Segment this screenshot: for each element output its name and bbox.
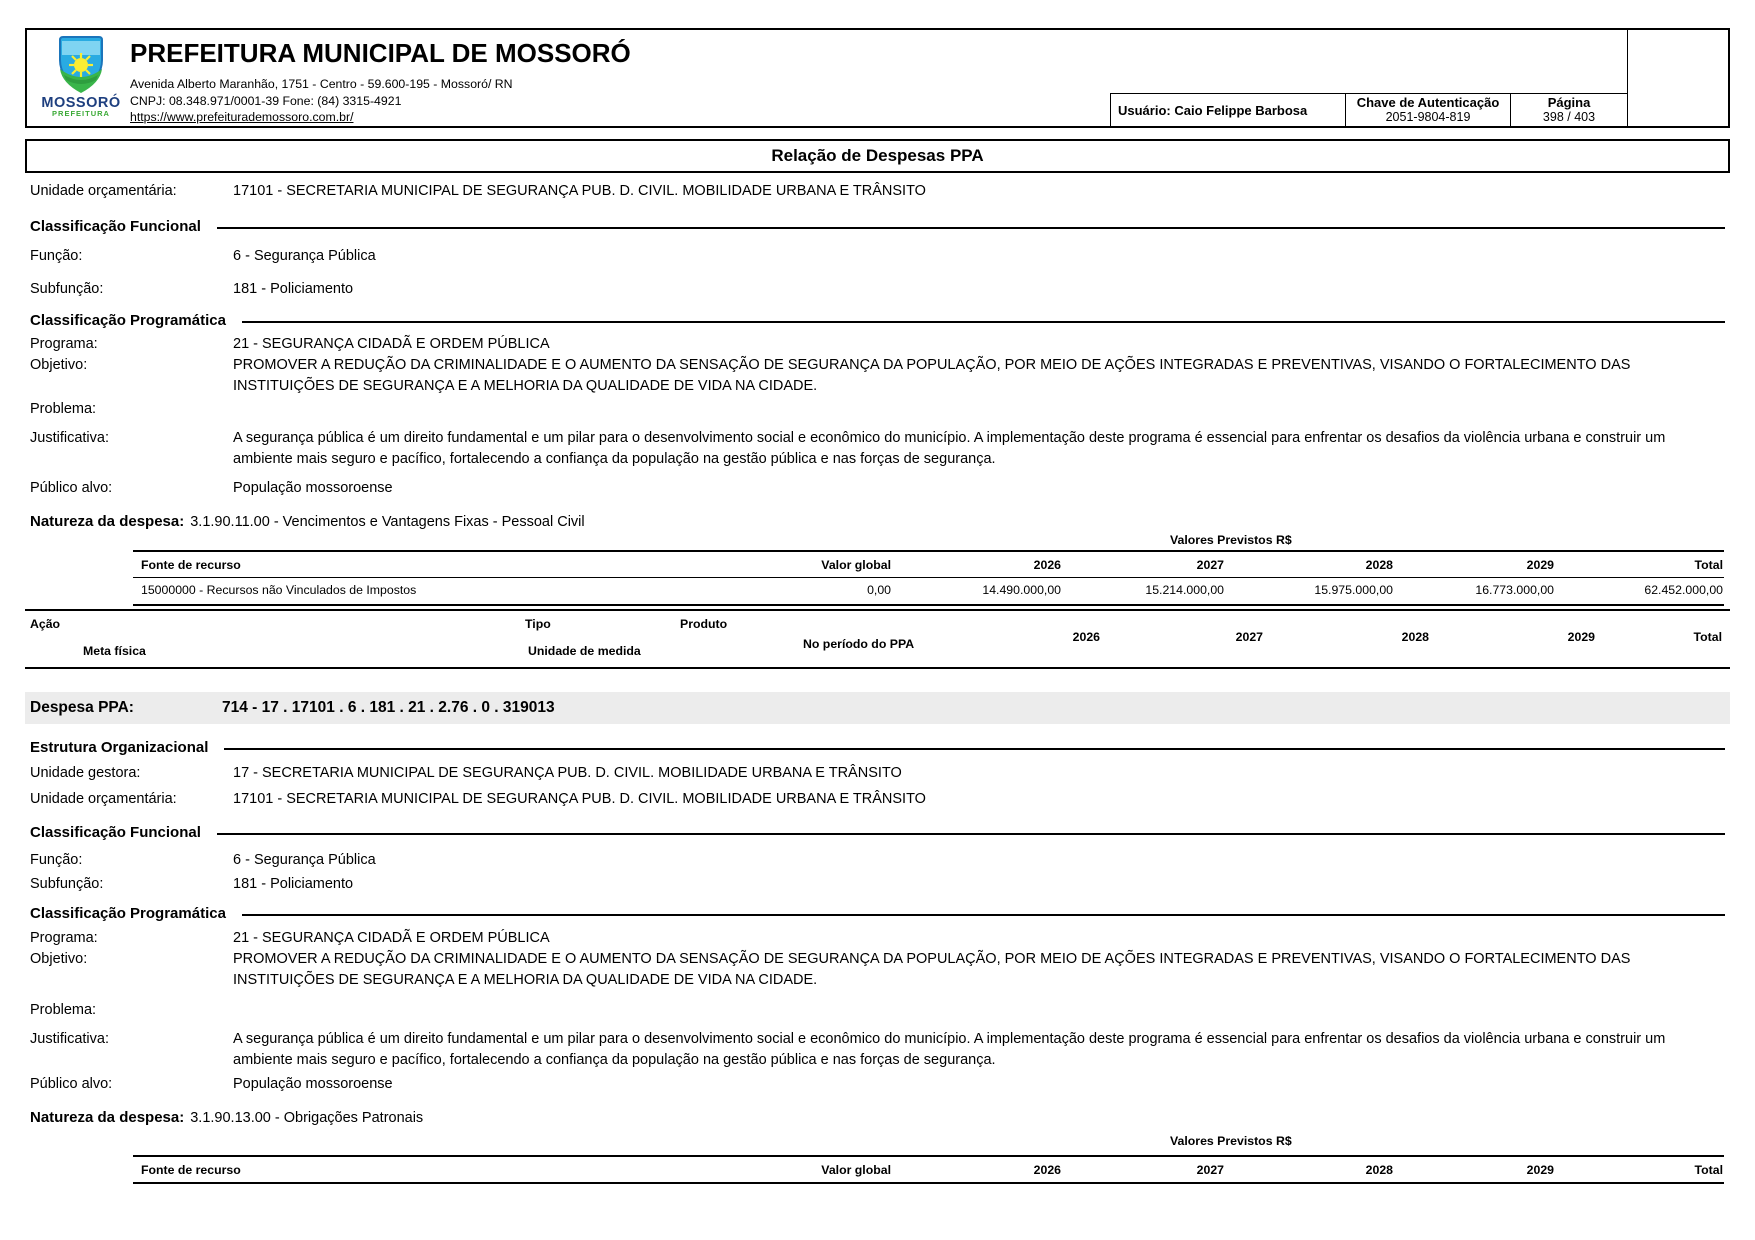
field-value: 17 - SECRETARIA MUNICIPAL DE SEGURANÇA PUB. D. CIVIL. MOBILIDADE URBANA E TRÂNSITO [233, 765, 902, 781]
field-row-publico-alvo [30, 1074, 1727, 1095]
col-2026: 2026 [1072, 630, 1100, 644]
valores-previstos-caption: Valores Previstos R$ [1170, 533, 1292, 547]
field-label: Justificativa: [30, 1031, 109, 1047]
col-periodo-ppa: No período do PPA [803, 637, 915, 651]
auth-key-cell [1345, 93, 1510, 126]
org-address: Avenida Alberto Maranhão, 1751 - Centro - 59.600-195 - Mossoró/ RN [130, 77, 513, 91]
crest-icon [54, 35, 108, 97]
section-classificacao-programatica [30, 903, 1725, 925]
field-value: 181 - Policiamento [233, 876, 354, 892]
despesa-ppa-code: 714 - 17 . 17101 . 6 . 181 . 21 . 2.76 . 0 . 319013 [222, 699, 555, 716]
field-label: Programa: [30, 930, 98, 946]
col-2027: 2027 [1196, 1163, 1224, 1177]
cell-total: 62.452.000,00 [1644, 583, 1723, 597]
field-label: Subfunção: [30, 876, 104, 892]
field-label: Programa: [30, 336, 98, 352]
field-label: Função: [30, 248, 83, 264]
org-cnpj-phone: CNPJ: 08.348.971/0001-39 Fone: (84) 3315-4921 [130, 94, 402, 108]
heading-rule [217, 227, 1725, 229]
natureza-value: 3.1.90.11.00 - Vencimentos e Vantagens Fixas - Pessoal Civil [190, 514, 585, 530]
cell-valor-global: 0,00 [867, 583, 891, 597]
page-number-cell [1510, 93, 1627, 126]
section-estrutura-organizacional [30, 737, 1725, 759]
col-2029: 2029 [1526, 1163, 1554, 1177]
despesa-ppa-bar [25, 692, 1730, 724]
section-classificacao-funcional [30, 216, 1725, 238]
section-classificacao-programatica [30, 310, 1725, 332]
col-2027: 2027 [1196, 558, 1224, 572]
col-2029: 2029 [1526, 558, 1554, 572]
field-label: Função: [30, 852, 83, 868]
field-label: Público alvo: [30, 480, 113, 496]
col-2028: 2028 [1365, 558, 1393, 572]
field-row-justificativa [30, 428, 1727, 470]
user-cell [1110, 93, 1345, 126]
field-label: Objetivo: [30, 951, 88, 967]
col-total: Total [1694, 558, 1723, 572]
report-title: Relação de Despesas PPA [771, 146, 984, 165]
cell-2029: 16.773.000,00 [1475, 583, 1554, 597]
col-2027: 2027 [1235, 630, 1263, 644]
field-value: 6 - Segurança Pública [233, 248, 376, 264]
fonte-recurso-table [133, 550, 1724, 606]
table-header-row [133, 1157, 1724, 1182]
cell-2028: 15.975.000,00 [1314, 583, 1393, 597]
field-label: Objetivo: [30, 357, 88, 373]
field-row-publico-alvo [30, 478, 1727, 499]
field-value: 6 - Segurança Pública [233, 852, 376, 868]
auth-key-label: Chave de Autenticação [1356, 95, 1500, 110]
field-value: PROMOVER A REDUÇÃO DA CRIMINALIDADE E O AUMENTO DA SENSAÇÃO DE SEGURANÇA DA POPULAÇÃO, POR MEIO DE AÇÕES INTEGRADAS E PREVENTIVAS, VISANDO O FORTALECIMENTO DAS INSTITUIÇÕES DE SEGURANÇA E A MELHORIA DA QUALIDADE DE VIDA NA CIDADE. [233, 951, 1631, 988]
page-value: 398 / 403 [1542, 110, 1596, 124]
col-valor-global: Valor global [821, 558, 891, 572]
natureza-despesa-line [30, 513, 1755, 530]
field-row-problema [30, 399, 1727, 420]
org-website-link[interactable]: https://www.prefeiturademossoro.com.br/ [130, 110, 354, 124]
field-value: 21 - SEGURANÇA CIDADÃ E ORDEM PÚBLICA [233, 930, 550, 946]
field-value: PROMOVER A REDUÇÃO DA CRIMINALIDADE E O AUMENTO DA SENSAÇÃO DE SEGURANÇA DA POPULAÇÃO, POR MEIO DE AÇÕES INTEGRADAS E PREVENTIVAS, VISANDO O FORTALECIMENTO DAS INSTITUIÇÕES DE SEGURANÇA E A MELHORIA DA QUALIDADE DE VIDA NA CIDADE. [233, 357, 1631, 394]
field-label: Justificativa: [30, 430, 109, 446]
report-title-bar [25, 139, 1730, 173]
field-value [233, 1000, 1727, 1021]
field-label: Problema: [30, 401, 97, 417]
field-label: Problema: [30, 1002, 97, 1018]
col-unidade-medida: Unidade de medida [528, 644, 641, 658]
section-heading: Estrutura Organizacional [30, 739, 209, 756]
heading-rule [224, 748, 1725, 750]
field-value: 17101 - SECRETARIA MUNICIPAL DE SEGURANÇA PUB. D. CIVIL. MOBILIDADE URBANA E TRÂNSITO [233, 183, 926, 199]
field-row-programa [30, 334, 1727, 355]
field-row-funcao [30, 850, 1727, 871]
field-row-funcao [30, 246, 1727, 267]
heading-rule [242, 321, 1725, 323]
col-total: Total [1693, 630, 1722, 644]
field-value: A segurança pública é um direito fundamental e um pilar para o desenvolvimento social e econômico do município. A implementação deste programa é essencial para enfrentar os desafios da violência urbana e construir um ambiente mais seguro e pacífico, fortalecendo a confiança da população na gestão pública e nas forças de segurança. [233, 430, 1666, 467]
natureza-label: Natureza da despesa: [30, 513, 185, 530]
field-label: Unidade gestora: [30, 765, 141, 781]
natureza-value: 3.1.90.13.00 - Obrigações Patronais [190, 1110, 424, 1126]
field-row-objetivo [30, 355, 1727, 397]
col-tipo: Tipo [525, 617, 551, 631]
natureza-label: Natureza da despesa: [30, 1109, 185, 1126]
cell-2027: 15.214.000,00 [1145, 583, 1224, 597]
field-value: 21 - SEGURANÇA CIDADÃ E ORDEM PÚBLICA [233, 336, 550, 352]
col-meta-fisica: Meta física [83, 644, 146, 658]
field-row-unidade-orcamentaria [30, 789, 1727, 810]
col-produto: Produto [680, 617, 728, 631]
col-2028: 2028 [1365, 1163, 1393, 1177]
section-heading: Classificação Programática [30, 905, 226, 922]
logo-subtitle: PREFEITURA [52, 109, 110, 118]
col-total: Total [1694, 1163, 1723, 1177]
cell-2026: 14.490.000,00 [982, 583, 1061, 597]
heading-rule [217, 833, 1725, 835]
heading-rule [242, 914, 1725, 916]
col-2026: 2026 [1033, 1163, 1061, 1177]
field-row-programa [30, 928, 1727, 949]
col-2026: 2026 [1033, 558, 1061, 572]
field-label: Público alvo: [30, 1076, 113, 1092]
field-row-objetivo [30, 949, 1727, 991]
col-2028: 2028 [1401, 630, 1429, 644]
field-row-problema [30, 1000, 1727, 1021]
col-acao: Ação [30, 617, 61, 631]
org-name: PREFEITURA MUNICIPAL DE MOSSORÓ [130, 38, 631, 68]
page-label: Página [1547, 95, 1591, 110]
field-value: 17101 - SECRETARIA MUNICIPAL DE SEGURANÇA PUB. D. CIVIL. MOBILIDADE URBANA E TRÂNSITO [233, 791, 926, 807]
col-fonte-recurso: Fonte de recurso [141, 1163, 241, 1177]
cell-fonte: 15000000 - Recursos não Vinculados de Impostos [141, 583, 417, 597]
col-2029: 2029 [1567, 630, 1595, 644]
fonte-recurso-table [133, 1155, 1724, 1184]
field-row-justificativa [30, 1029, 1727, 1071]
field-row-unidade-gestora [30, 763, 1727, 784]
field-value: População mossoroense [233, 480, 393, 496]
section-heading: Classificação Funcional [30, 218, 201, 235]
table-row [133, 578, 1724, 604]
field-row-subfuncao [30, 874, 1727, 895]
table-header-row [133, 552, 1724, 578]
auth-key-value: 2051-9804-819 [1385, 110, 1471, 124]
field-value: População mossoroense [233, 1076, 393, 1092]
field-value: 181 - Policiamento [233, 281, 354, 297]
field-row-subfuncao [30, 279, 1727, 300]
field-label: Unidade orçamentária: [30, 791, 177, 807]
field-value [233, 399, 1727, 420]
user-label: Usuário: Caio Felippe Barbosa [1118, 102, 1308, 118]
header-empty-cell [1627, 30, 1729, 126]
city-crest-logo [35, 32, 127, 124]
section-classificacao-funcional [30, 822, 1725, 844]
natureza-despesa-line [30, 1109, 1755, 1126]
field-label: Subfunção: [30, 281, 104, 297]
acao-meta-table-header [25, 609, 1730, 669]
col-fonte-recurso: Fonte de recurso [141, 558, 241, 572]
despesa-ppa-label: Despesa PPA: [30, 699, 134, 716]
valores-previstos-caption: Valores Previstos R$ [1170, 1134, 1292, 1148]
field-row-unidade-orcamentaria [30, 181, 1727, 202]
field-label: Unidade orçamentária: [30, 183, 177, 199]
section-heading: Classificação Funcional [30, 824, 201, 841]
col-valor-global: Valor global [821, 1163, 891, 1177]
section-heading: Classificação Programática [30, 312, 226, 329]
document-header [25, 28, 1730, 128]
logo-wordmark: MOSSORÓ [41, 95, 121, 111]
field-value: A segurança pública é um direito fundamental e um pilar para o desenvolvimento social e econômico do município. A implementação deste programa é essencial para enfrentar os desafios da violência urbana e construir um ambiente mais seguro e pacífico, fortalecendo a confiança da população na gestão pública e nas forças de segurança. [233, 1031, 1666, 1068]
